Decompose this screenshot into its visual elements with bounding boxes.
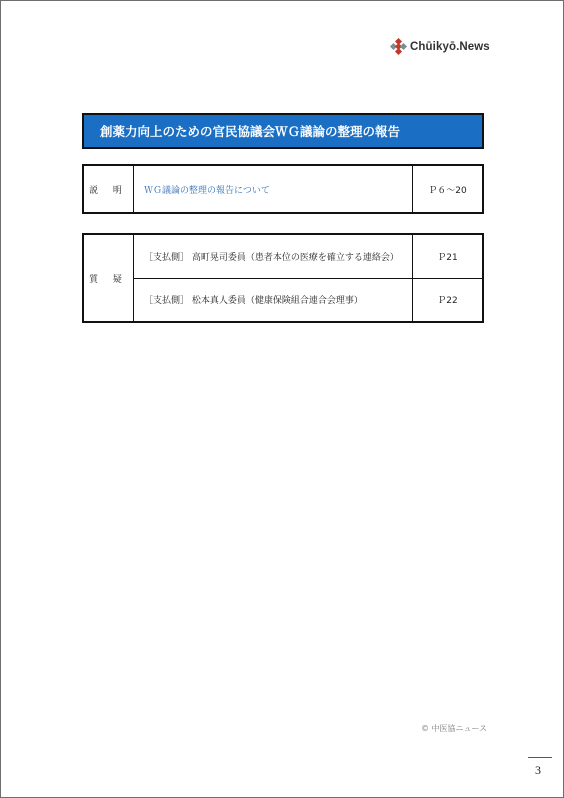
- question-row: [83, 234, 483, 278]
- footer-divider: [528, 757, 552, 758]
- questions-label: 質 疑: [83, 234, 134, 322]
- page-number: 3: [535, 763, 541, 777]
- chuikyo-news-logo: [391, 39, 490, 55]
- question-pages: Ｐ21: [413, 234, 484, 278]
- question-item: ［支払側］ 松本真人委員（健康保険組合連合会理事）: [134, 278, 413, 322]
- question-pages: Ｐ22: [413, 278, 484, 322]
- explanation-item[interactable]: ＷＧ議論の整理の報告について: [134, 165, 413, 213]
- footer-copyright: © 中医協ニュース: [421, 724, 488, 733]
- section-title-bar: [82, 113, 484, 149]
- question-item: ［支払側］ 高町晃司委員（患者本位の医療を確立する連絡会）: [134, 234, 413, 278]
- question-row: [83, 278, 483, 322]
- diamond-mark-icon: [391, 39, 407, 55]
- section-title: 創薬力向上のための官民協議会ＷＧ議論の整理の報告: [100, 124, 401, 139]
- explanation-pages: Ｐ６〜20: [413, 165, 484, 213]
- logo-text: Chūikyō.News: [410, 41, 490, 53]
- questions-table: [82, 233, 484, 323]
- explanation-table: [82, 164, 484, 214]
- explanation-row: [83, 165, 483, 213]
- explanation-label: 説 明: [83, 165, 134, 213]
